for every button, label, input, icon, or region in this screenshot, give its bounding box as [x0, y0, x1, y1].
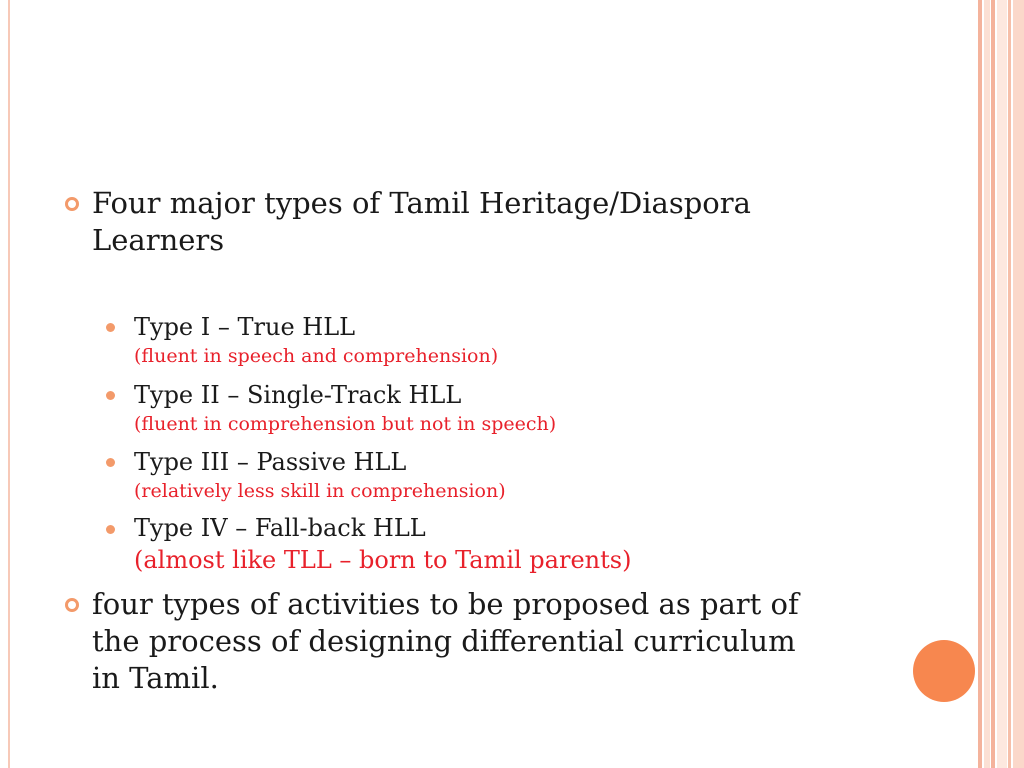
bullet-text: four types of activities to be proposed as part of the process of designing differential curriculum in Tamil. — [92, 587, 799, 695]
bullet-text: Four major types of Tamil Heritage/Diaspora Learners — [92, 186, 751, 257]
right-stripe — [978, 0, 982, 768]
right-stripe — [997, 0, 1007, 768]
subitem-title: Type II – Single-Track HLL — [134, 381, 462, 409]
left-border-line — [8, 0, 10, 768]
dot-bullet-icon — [106, 323, 115, 332]
subitem-title: Type III – Passive HLL — [134, 448, 407, 476]
right-stripe — [984, 0, 990, 768]
dot-bullet-icon — [106, 525, 115, 534]
subitem-note: (fluent in speech and comprehension) — [134, 345, 499, 367]
subitem-note: (fluent in comprehension but not in speech) — [134, 413, 557, 435]
subitem-note: (almost like TLL – born to Tamil parents) — [134, 546, 632, 574]
right-stripe — [991, 0, 995, 768]
right-stripe — [1013, 0, 1024, 768]
dot-bullet-icon — [106, 391, 115, 400]
ring-bullet-icon — [65, 197, 79, 211]
dot-bullet-icon — [106, 458, 115, 467]
subitem-note: (relatively less skill in comprehension) — [134, 480, 506, 502]
accent-circle — [913, 640, 975, 702]
ring-bullet-icon — [65, 598, 79, 612]
right-stripe — [1008, 0, 1011, 768]
subitem-title: Type IV – Fall-back HLL — [134, 514, 426, 542]
subitem-title: Type I – True HLL — [134, 313, 356, 341]
